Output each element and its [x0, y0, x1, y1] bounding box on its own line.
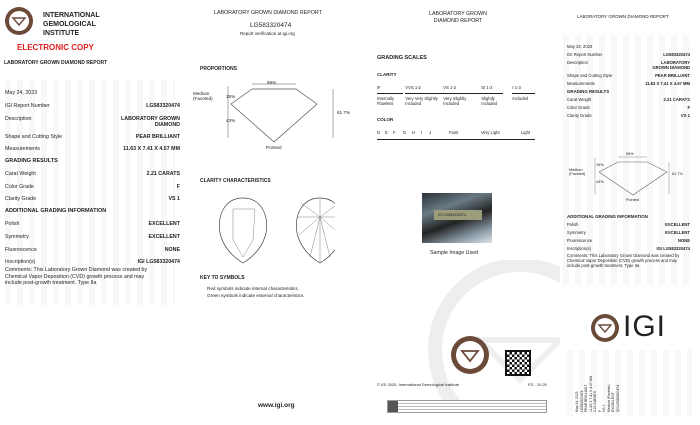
- key-green-text: Green symbols indicate external characteristics.: [207, 293, 305, 298]
- additional-heading: ADDITIONAL GRADING INFORMATION: [567, 214, 648, 219]
- label: Inscription(s): [567, 246, 591, 251]
- disclaimer-box: [387, 400, 547, 413]
- form-code: FD - 10.20: [528, 382, 547, 387]
- clarity-grade-vvs: VVS 1-2 Very Very Slightly Included: [405, 85, 443, 106]
- clarity-scale-heading: CLARITY: [377, 72, 397, 77]
- label: Carat Weight: [5, 171, 36, 177]
- crown-percent: 15%: [226, 94, 236, 99]
- inscription: IGI LG583320474: [137, 259, 180, 265]
- label: Color Grade: [567, 105, 590, 110]
- electronic-copy-label: ELECTRONIC COPY: [17, 43, 94, 52]
- clarity-grade: VS 1: [680, 113, 690, 118]
- description: LABORATORY GROWN DIAMOND: [652, 60, 690, 70]
- crown-percent: 15%: [596, 163, 604, 167]
- additional-heading: ADDITIONAL GRADING INFORMATION: [5, 208, 107, 214]
- label: Measurements: [5, 146, 41, 152]
- clarity-scale: [377, 85, 535, 106]
- label: IGI Report Number: [567, 52, 603, 57]
- igi-seal-icon: [450, 335, 490, 375]
- label: Shape and Cutting Style: [567, 73, 613, 78]
- description: LABORATORY GROWN DIAMOND: [121, 116, 180, 128]
- label: Color Grade: [5, 184, 34, 190]
- report-title: LABORATORY GROWN DIAMOND REPORT: [214, 10, 322, 16]
- culet: Pointed: [266, 145, 282, 150]
- clarity-grade-if: IF Internally Flawless: [377, 85, 405, 106]
- igi-seal-icon: [590, 313, 620, 343]
- carat-weight: 2.21 CARATS: [663, 97, 690, 102]
- report-number: LG583320474: [663, 52, 690, 57]
- table-percent: 59%: [267, 80, 277, 85]
- measurements: 11.63 X 7.41 X 4.57 MM: [645, 81, 690, 86]
- shape: PEAR BRILLIANT: [655, 73, 690, 78]
- label: IGI Report Number: [5, 103, 50, 109]
- label: Symmetry: [5, 234, 29, 240]
- label: Polish: [567, 222, 579, 227]
- grading-results-heading: GRADING RESULTS: [567, 89, 610, 94]
- website-link[interactable]: www.igi.org: [258, 402, 295, 409]
- label: Clarity Grade: [567, 113, 592, 118]
- proportions-heading: PROPORTIONS: [200, 66, 237, 72]
- fluorescence: NONE: [677, 238, 690, 243]
- report-date: May 24, 2023: [567, 44, 593, 49]
- report-title: LABORATORY GROWN DIAMOND REPORT: [4, 60, 108, 66]
- key-red-text: Red symbols indicate internal characteristics.: [207, 286, 299, 291]
- pavilion-percent: 43%: [226, 118, 236, 123]
- proportions-diagram: [555, 150, 700, 205]
- rotated-summary: May 24, 2023 LG583320474 PEAR BRILLIANT 11.63 X 7.41 X 4.57 MM 2.21 CARATS F VS 1 Medium (Faceted) EXCELLENT IGI LG583320474: [575, 375, 620, 412]
- culet: Pointed: [626, 198, 639, 202]
- depth-percent: 61.7%: [337, 110, 351, 115]
- pavilion-percent: 43%: [596, 180, 604, 184]
- inscription: IGI LG583320474: [656, 246, 690, 251]
- label: Measurements: [567, 81, 595, 86]
- report-title: LABORATORY GROWN DIAMOND REPORT: [429, 11, 487, 24]
- clarity-plot-diagram: [215, 195, 335, 265]
- clarity-grade: VS 1: [168, 196, 180, 202]
- label: Carat Weight: [567, 97, 592, 102]
- copyright-text: © IGI 2020, International Gemological Institute: [377, 382, 460, 387]
- symmetry: EXCELLENT: [665, 230, 690, 235]
- label: Clarity Grade: [5, 196, 37, 202]
- grading-scales-panel: [360, 0, 555, 425]
- report-number: LG583320474: [146, 103, 180, 109]
- label: Inscription(s): [5, 259, 36, 265]
- comments: Comments: This Laboratory Grown Diamond was created by Chemical Vapor Deposition (CVD) growth process and may include post-growth treatment. Type IIa: [567, 253, 680, 268]
- color-grade: F: [687, 105, 690, 110]
- proportions-panel: [190, 0, 360, 425]
- key-symbols-heading: KEY TO SYMBOLS: [200, 275, 245, 281]
- igi-logo-text: IGI: [623, 310, 667, 343]
- clarity-characteristics-heading: CLARITY CHARACTERISTICS: [200, 178, 271, 184]
- label: Fluorescence: [5, 247, 37, 253]
- label: Description: [5, 116, 32, 122]
- report-summary-panel: [0, 0, 190, 425]
- report-title: LABORATORY GROWN DIAMOND REPORT: [577, 14, 669, 19]
- symmetry: EXCELLENT: [148, 234, 180, 240]
- color-scale-heading: COLOR: [377, 117, 394, 122]
- verification-text: Report verification at igi.org: [240, 31, 295, 36]
- institute-name: INTERNATIONAL GEMOLOGICAL INSTITUTE: [43, 12, 100, 37]
- label: Polish: [5, 221, 20, 227]
- table-percent: 59%: [626, 152, 634, 156]
- sample-inscription-image: IGI LG583320474: [422, 193, 492, 243]
- color-scale: D E F G H I J Faint Very Light Light: [377, 130, 535, 140]
- seal-watermark-icon: [420, 260, 560, 410]
- report-date: May 24, 2023: [5, 90, 38, 96]
- fluorescence: NONE: [164, 247, 180, 253]
- wallet-card-panel: [555, 0, 700, 425]
- shape: PEAR BRILLIANT: [135, 134, 180, 140]
- clarity-grade-si: SI 1-2 Slightly Included: [481, 85, 512, 106]
- polish: EXCELLENT: [148, 221, 180, 227]
- comments: Comments: This Laboratory Grown Diamond was created by Chemical Vapor Deposition (CVD) growth process and may include post-growth treatment. Type IIa: [5, 267, 148, 286]
- polish: EXCELLENT: [665, 222, 690, 227]
- girdle: Medium (Faceted): [569, 168, 586, 176]
- label: Fluorescence: [567, 238, 593, 243]
- label: Symmetry: [567, 230, 586, 235]
- report-number: LG583320474: [250, 22, 292, 29]
- qr-code[interactable]: [505, 350, 531, 376]
- grading-scales-heading: GRADING SCALES: [377, 55, 427, 61]
- girdle: Medium (Faceted): [193, 91, 213, 101]
- carat-weight: 2.21 CARATS: [146, 171, 180, 177]
- igi-seal-icon: [4, 6, 34, 36]
- clarity-grade-i: I 1-3 Included: [512, 85, 535, 106]
- color-grade: F: [176, 184, 180, 190]
- label: Shape and Cutting Style: [5, 134, 63, 140]
- clarity-grade-vs: VS 1-2 Very Slightly Included: [443, 85, 481, 106]
- sample-image-caption: Sample Image Used: [430, 250, 478, 256]
- measurements: 11.63 X 7.41 X 4.57 MM: [123, 146, 180, 152]
- label: Description: [567, 60, 588, 65]
- grading-results-heading: GRADING RESULTS: [5, 158, 58, 164]
- depth-percent: 61.7%: [672, 172, 683, 176]
